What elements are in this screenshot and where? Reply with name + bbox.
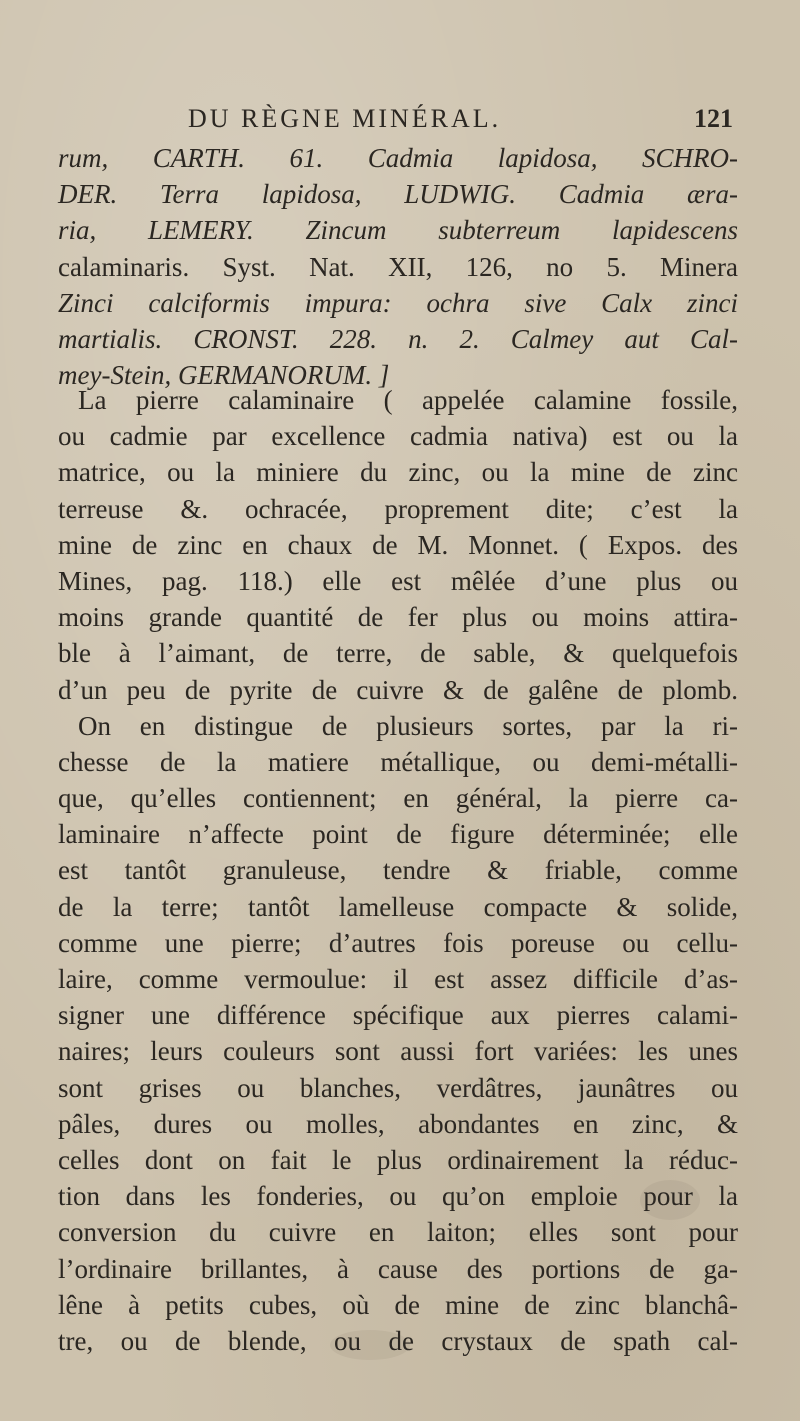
body-line: d’un peu de pyrite de cuivre & de galêne de plomb. xyxy=(58,674,738,705)
body-line: La pierre calaminaire ( appelée calamine fossile, xyxy=(78,385,738,415)
body-line: pâles, dures ou molles, abondantes en zinc, & xyxy=(58,1108,738,1139)
body-line: que, qu’elles contiennent; en général, la pierre ca- xyxy=(58,783,738,814)
body-line: On en distingue de plusieurs sortes, par la ri- xyxy=(78,710,738,741)
running-title: DU RÈGNE MINÉRAL. xyxy=(188,104,502,133)
body-line: terreuse &. ochracée, proprement dite; c’est la xyxy=(58,493,738,524)
note-line: Zinci calciformis impura: ochra sive Calx zinci xyxy=(58,287,738,318)
body-line: sont grises ou blanches, verdâtres, jaunâtres ou xyxy=(58,1072,738,1103)
body-line: de la terre; tantôt lamelleuse compacte & solide, xyxy=(58,891,738,922)
page-number: 121 xyxy=(694,104,733,133)
footnote-block xyxy=(58,140,738,393)
body-line: chesse de la matiere métallique, ou demi-métalli- xyxy=(58,746,738,777)
body-line: tre, ou de blende, ou de crystaux de spath cal- xyxy=(58,1325,738,1356)
body-line: tion dans les fonderies, ou qu’on emploie pour la xyxy=(58,1181,738,1212)
body-line: matrice, ou la miniere du zinc, ou la mine de zinc xyxy=(58,457,738,488)
body-line: mine de zinc en chaux de M. Monnet. ( Expos. des xyxy=(58,529,738,560)
body-line: est tantôt granuleuse, tendre & friable, comme xyxy=(58,855,738,886)
body-line: celles dont on fait le plus ordinairement la réduc- xyxy=(58,1144,738,1175)
note-line: calaminaris. Syst. Nat. XII, 126, no 5. Minera xyxy=(58,251,738,282)
note-line: martialis. CRONST. 228. n. 2. Calmey aut Cal- xyxy=(58,323,738,354)
body-line: ou cadmie par excellence cadmia nativa) est ou la xyxy=(58,421,738,452)
body-line: laire, comme vermoulue: il est assez difficile d’as- xyxy=(58,964,738,994)
body-line: l’ordinaire brillantes, à cause des portions de ga- xyxy=(58,1253,738,1284)
body-line: conversion du cuivre en laiton; elles sont pour xyxy=(58,1217,738,1248)
body-line: signer une différence spécifique aux pierres calami- xyxy=(58,1000,738,1031)
body-line: lêne à petits cubes, où de mine de zinc blanchâ- xyxy=(58,1289,738,1320)
note-line: ria, LEMERY. Zincum subterreum lapidescens xyxy=(58,215,738,246)
body-line: moins grande quantité de fer plus ou moins attira- xyxy=(58,602,738,633)
body-line: comme une pierre; d’autres fois poreuse ou cellu- xyxy=(58,927,738,958)
body-line: ble à l’aimant, de terre, de sable, & quelquefois xyxy=(58,638,738,669)
note-line: mey-Stein, GERMANORUM. ] xyxy=(58,360,390,391)
body-line: Mines, pag. 118.) elle est mêlée d’une plus ou xyxy=(58,565,738,596)
note-line: DER. Terra lapidosa, LUDWIG. Cadmia æra- xyxy=(58,179,738,210)
note-line: rum, CARTH. 61. Cadmia lapidosa, SCHRO- xyxy=(58,143,738,173)
body-line: naires; leurs couleurs sont aussi fort variées: les unes xyxy=(58,1036,738,1067)
body-paragraph xyxy=(58,382,738,1359)
body-line: laminaire n’affecte point de figure déterminée; elle xyxy=(58,819,738,850)
